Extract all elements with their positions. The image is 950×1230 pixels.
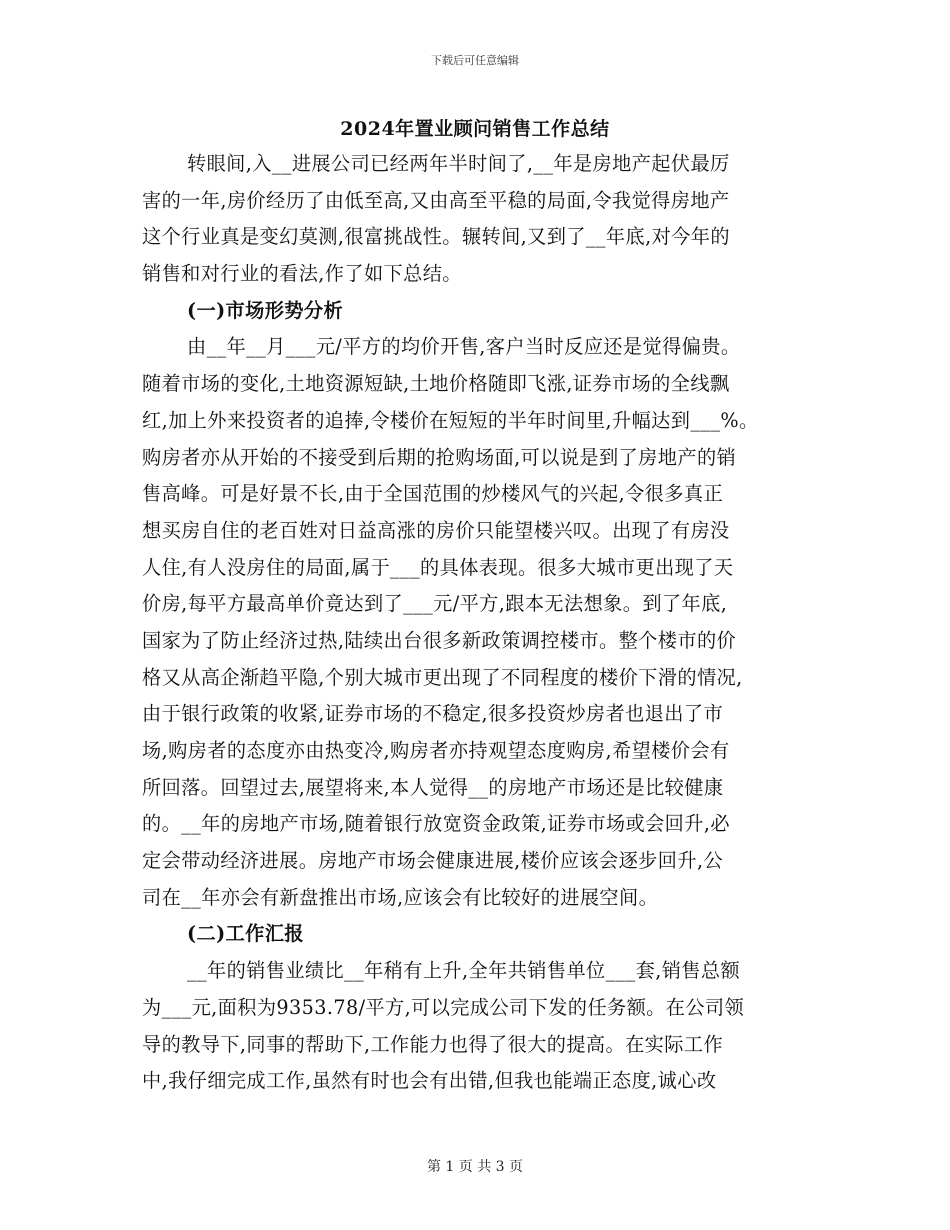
- text-line: 转眼间,入__进展公司已经两年半时间了,__年是房地产起伏最厉: [187, 152, 730, 175]
- text-line: 这个行业真是变幻莫测,很富挑战性。辗转间,又到了__年底,对今年的: [142, 225, 730, 249]
- text-line: 售高峰。可是好景不长,由于全国范围的炒楼风气的兴起,令很多真正: [142, 482, 724, 506]
- document-body: [142, 146, 822, 1100]
- text-line: 定会带动经济进展。房地产市场会健康进展,楼价应该会逐步回升,公: [142, 849, 724, 873]
- text-line: 中,我仔细完成工作,虽然有时也会有出错,但我也能端正态度,诚心改: [142, 1069, 717, 1093]
- section-heading: (二)工作汇报: [187, 922, 304, 946]
- text-line: 格又从高企渐趋平隐,个别大城市更出现了不同程度的楼价下滑的情况,: [142, 665, 743, 689]
- text-line: 为___元,面积为9353.78/平方,可以完成公司下发的任务额。在公司领: [142, 995, 745, 1019]
- text-line: 司在__年亦会有新盘推出市场,应该会有比较好的进展空间。: [142, 885, 659, 909]
- text-line: 想买房自住的老百姓对日益高涨的房价只能望楼兴叹。出现了有房没: [142, 518, 730, 542]
- page-footer: 第 1 页 共 3 页: [426, 1159, 524, 1175]
- text-line: 场,购房者的态度亦由热变冷,购房者亦持观望态度购房,希望楼价会有: [142, 739, 730, 762]
- text-line: 价房,每平方最高单价竟达到了___元/平方,跟本无法想象。到了年底,: [142, 592, 728, 616]
- text-line: 导的教导下,同事的帮助下,工作能力也得了很大的提高。在实际工作: [142, 1032, 724, 1056]
- page-header: 下载后可任意编辑: [431, 54, 519, 67]
- text-line: __年的销售业绩比__年稍有上升,全年共销售单位___套,销售总额: [187, 959, 741, 983]
- section-heading: (一)市场形势分析: [187, 298, 344, 322]
- text-line: 害的一年,房价经历了由低至高,又由高至平稳的局面,令我觉得房地产: [142, 188, 730, 212]
- text-line: 红,加上外来投资者的追捧,令楼价在短短的半年时间里,升幅达到___%。: [142, 408, 759, 432]
- text-line: 购房者亦从开始的不接受到后期的抢购场面,可以说是到了房地产的销: [142, 445, 737, 469]
- text-line: 由于银行政策的收紧,证券市场的不稳定,很多投资炒房者也退出了市: [142, 702, 724, 726]
- text-line: 随着市场的变化,土地资源短缺,土地价格随即飞涨,证券市场的全线飘: [142, 372, 730, 396]
- text-line: 国家为了防止经济过热,陆续出台很多新政策调控楼市。整个楼市的价: [142, 628, 737, 652]
- text-line: 由__年__月___元/平方的均价开售,客户当时反应还是觉得偏贵。: [187, 335, 741, 359]
- text-line: 销售和对行业的看法,作了如下总结。: [142, 262, 462, 286]
- text-line: 所回落。回望过去,展望将来,本人觉得__的房地产市场还是比较健康: [142, 775, 724, 799]
- text-line: 人住,有人没房住的局面,属于___的具体表现。很多大城市更出现了天: [142, 555, 734, 579]
- text-line: 的。__年的房地产市场,随着银行放宽资金政策,证券市场或会回升,必: [142, 812, 730, 836]
- document-title: 2024年置业顾问销售工作总结: [340, 118, 610, 140]
